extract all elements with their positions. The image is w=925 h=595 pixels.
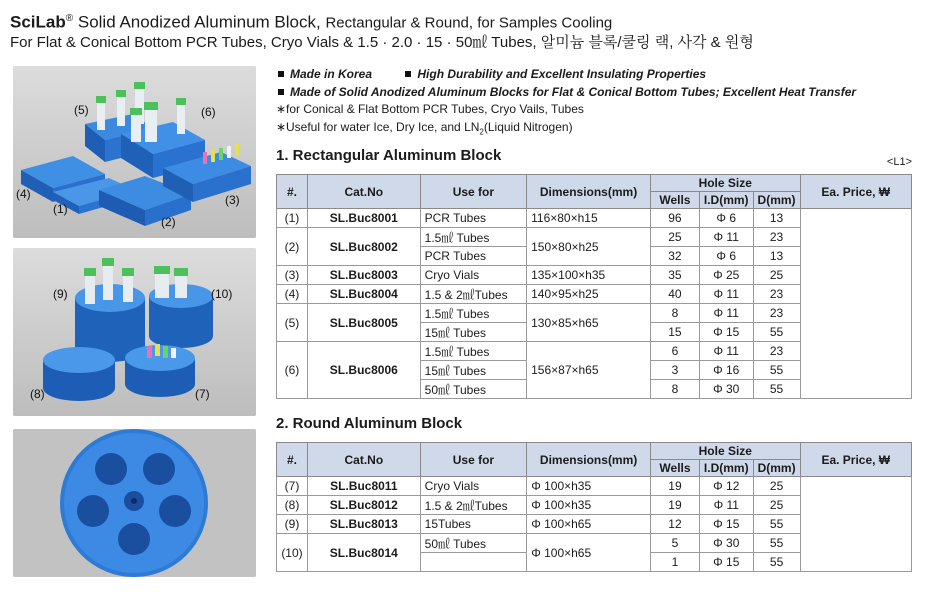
cell-cat-no: SL.Buc8002	[307, 228, 420, 266]
photo-label-4: (4)	[16, 187, 31, 201]
col-header-cat: Cat.No	[307, 443, 420, 477]
cell-depth: 23	[753, 304, 800, 323]
cell-depth: 55	[753, 553, 800, 572]
cell-inner-diameter: Φ 15	[699, 553, 753, 572]
col-header-no: #.	[277, 175, 308, 209]
col-header-hole: Hole Size	[651, 443, 801, 460]
cell-depth: 23	[753, 342, 800, 361]
col-header-cat: Cat.No	[307, 175, 420, 209]
cell-inner-diameter: Φ 11	[699, 285, 753, 304]
cell-depth: 13	[753, 209, 800, 228]
cell-dimensions: 116×80×h15	[527, 209, 651, 228]
feature-durability: High Durability and Excellent Insulating Properties	[417, 67, 707, 81]
table-row	[277, 209, 912, 228]
cell-wells: 32	[650, 247, 699, 266]
rectangular-spec-table	[276, 174, 912, 399]
cell-no: (8)	[277, 496, 308, 515]
photo-label-10: (10)	[211, 287, 233, 301]
cell-no: (4)	[277, 285, 308, 304]
photo-label-8: (8)	[30, 387, 45, 401]
photo-label-2: (2)	[161, 215, 176, 229]
cell-wells: 35	[650, 266, 699, 285]
feature-useful: Useful for water Ice, Dry Ice, and LN	[286, 119, 480, 134]
col-header-dim: Dimensions(mm)	[527, 175, 651, 209]
cell-use-for: 1.5㎖ Tubes	[420, 304, 526, 323]
cell-dimensions: 140×95×h25	[527, 285, 651, 304]
photo-label-5: (5)	[74, 103, 89, 117]
cell-wells: 3	[650, 361, 699, 380]
bullet-square-icon	[278, 71, 284, 77]
col-header-no: #.	[277, 443, 308, 477]
cell-use-for: 15㎖ Tubes	[420, 361, 526, 380]
cell-dimensions: Φ 100×h35	[527, 496, 651, 515]
cell-dimensions: 130×85×h65	[527, 304, 651, 342]
cell-no: (3)	[277, 266, 308, 285]
cell-use-for: PCR Tubes	[420, 209, 526, 228]
col-header-wells: Wells	[651, 460, 700, 477]
col-header-d: D(mm)	[753, 460, 800, 477]
cell-dimensions: 135×100×h35	[527, 266, 651, 285]
cell-depth: 25	[753, 266, 800, 285]
cell-wells: 5	[651, 534, 700, 553]
cell-wells: 8	[650, 304, 699, 323]
cell-depth: 13	[753, 247, 800, 266]
cell-wells: 12	[651, 515, 700, 534]
cell-use-for: 50㎖ Tubes	[420, 534, 527, 553]
cell-wells: 8	[650, 380, 699, 399]
col-header-d: D(mm)	[753, 192, 800, 209]
col-header-id: I.D(mm)	[699, 460, 753, 477]
photo-label-3: (3)	[225, 193, 240, 207]
page-title	[10, 8, 612, 35]
cell-use-for: 15㎖ Tubes	[420, 323, 526, 342]
col-header-price: Ea. Price, ₩	[800, 443, 911, 477]
cell-use-for: 1.5㎖ Tubes	[420, 228, 526, 247]
cell-inner-diameter: Φ 11	[699, 228, 753, 247]
cell-dimensions: 156×87×h65	[527, 342, 651, 399]
bullet-square-icon	[405, 71, 411, 77]
cell-wells: 6	[650, 342, 699, 361]
cell-wells: 96	[650, 209, 699, 228]
brand: SciLab	[10, 12, 66, 32]
cell-use-for: 1.5 & 2㎖Tubes	[420, 496, 527, 515]
cell-depth: 55	[753, 534, 800, 553]
cell-inner-diameter: Φ 6	[699, 209, 753, 228]
photo-rectangular-blocks	[13, 66, 256, 238]
photo-round-blocks	[13, 248, 256, 416]
cell-use-for: 1.5㎖ Tubes	[420, 342, 526, 361]
cell-inner-diameter: Φ 15	[699, 323, 753, 342]
photo-round-block-top-view	[13, 429, 256, 577]
title-main: Solid Anodized Aluminum Block,	[77, 12, 321, 32]
feature-row-4	[274, 119, 856, 141]
col-header-price: Ea. Price, ₩	[800, 175, 911, 209]
cell-no: (10)	[277, 534, 308, 572]
cell-no: (7)	[277, 477, 308, 496]
page-subtitle: For Flat & Conical Bottom PCR Tubes, Cryo Vials & 1.5 · 2.0 · 15 · 50㎖ Tubes, 알미늄 블록/쿨링 랙, 사각 & 원형	[10, 34, 754, 51]
cell-wells: 25	[650, 228, 699, 247]
cell-depth: 25	[753, 477, 800, 496]
cell-inner-diameter: Φ 30	[699, 534, 753, 553]
cell-dimensions: Φ 100×h65	[527, 515, 651, 534]
photo-label-7: (7)	[195, 387, 210, 401]
photo-label-9: (9)	[53, 287, 68, 301]
col-header-use: Use for	[420, 175, 526, 209]
feature-list	[274, 66, 856, 140]
cell-no: (5)	[277, 304, 308, 342]
cell-cat-no: SL.Buc8013	[307, 515, 420, 534]
cell-use-for: PCR Tubes	[420, 247, 526, 266]
cell-use-for: 1.5 & 2㎖Tubes	[420, 285, 526, 304]
col-header-use: Use for	[420, 443, 527, 477]
cell-use-for: 15Tubes	[420, 515, 527, 534]
cell-inner-diameter: Φ 15	[699, 515, 753, 534]
cell-no: (1)	[277, 209, 308, 228]
cell-price	[800, 209, 911, 399]
cell-cat-no: SL.Buc8014	[307, 534, 420, 572]
cell-inner-diameter: Φ 16	[699, 361, 753, 380]
asterisk-icon: ∗	[276, 102, 287, 116]
cell-depth: 23	[753, 228, 800, 247]
catalog-code: <L1>	[886, 156, 912, 168]
registered-mark: ®	[65, 13, 74, 24]
cell-dimensions: 150×80×h25	[527, 228, 651, 266]
cell-wells: 1	[651, 553, 700, 572]
cell-use-for: Cryo Vials	[420, 266, 526, 285]
cell-cat-no: SL.Buc8012	[307, 496, 420, 515]
section-heading-rectangular: 1. Rectangular Aluminum Block	[276, 147, 502, 164]
photo-label-1: (1)	[53, 202, 68, 216]
cell-use-for: 50㎖ Tubes	[420, 380, 526, 399]
cell-depth: 25	[753, 496, 800, 515]
cell-wells: 19	[651, 496, 700, 515]
cell-cat-no: SL.Buc8005	[307, 304, 420, 342]
feature-useful-tail: (Liquid Nitrogen)	[483, 119, 573, 134]
cell-no: (6)	[277, 342, 308, 399]
feature-row-3	[274, 101, 856, 119]
asterisk-icon: ∗	[276, 119, 287, 134]
col-header-wells: Wells	[650, 192, 699, 209]
bullet-square-icon	[278, 89, 284, 95]
cell-depth: 55	[753, 361, 800, 380]
cell-use-for: Cryo Vials	[420, 477, 527, 496]
section-heading-round: 2. Round Aluminum Block	[276, 415, 463, 432]
cell-depth: 55	[753, 515, 800, 534]
feature-row-1	[274, 66, 856, 84]
cell-price	[800, 477, 911, 572]
cell-dimensions: Φ 100×h65	[527, 534, 651, 572]
cell-cat-no: SL.Buc8004	[307, 285, 420, 304]
feature-row-2	[274, 84, 856, 102]
cell-dimensions: Φ 100×h35	[527, 477, 651, 496]
cell-cat-no: SL.Buc8001	[307, 209, 420, 228]
feature-material: Made of Solid Anodized Aluminum Blocks for Flat & Conical Bottom Tubes; Excellent Heat Transfer	[290, 84, 857, 99]
feature-made-in: Made in Korea	[290, 67, 373, 81]
cell-wells: 40	[650, 285, 699, 304]
cell-inner-diameter: Φ 30	[699, 380, 753, 399]
cell-cat-no: SL.Buc8011	[307, 477, 420, 496]
title-sub: Rectangular & Round, for Samples Cooling	[325, 14, 613, 32]
col-header-dim: Dimensions(mm)	[527, 443, 651, 477]
cell-inner-diameter: Φ 11	[699, 496, 753, 515]
cell-cat-no: SL.Buc8003	[307, 266, 420, 285]
cell-inner-diameter: Φ 11	[699, 304, 753, 323]
cell-no: (9)	[277, 515, 308, 534]
round-spec-table	[276, 442, 912, 572]
subscript-2: 2	[479, 126, 484, 136]
cell-use-for	[420, 553, 527, 572]
cell-depth: 23	[753, 285, 800, 304]
photo-label-6: (6)	[201, 105, 216, 119]
cell-inner-diameter: Φ 25	[699, 266, 753, 285]
cell-wells: 19	[651, 477, 700, 496]
cell-cat-no: SL.Buc8006	[307, 342, 420, 399]
cell-wells: 15	[650, 323, 699, 342]
table-row	[277, 477, 912, 496]
cell-inner-diameter: Φ 12	[699, 477, 753, 496]
feature-for-tubes: for Conical & Flat Bottom PCR Tubes, Cryo Vails, Tubes	[286, 102, 584, 116]
col-header-id: I.D(mm)	[699, 192, 753, 209]
cell-no: (2)	[277, 228, 308, 266]
cell-depth: 55	[753, 380, 800, 399]
cell-depth: 55	[753, 323, 800, 342]
cell-inner-diameter: Φ 6	[699, 247, 753, 266]
cell-inner-diameter: Φ 11	[699, 342, 753, 361]
col-header-hole: Hole Size	[650, 175, 800, 192]
